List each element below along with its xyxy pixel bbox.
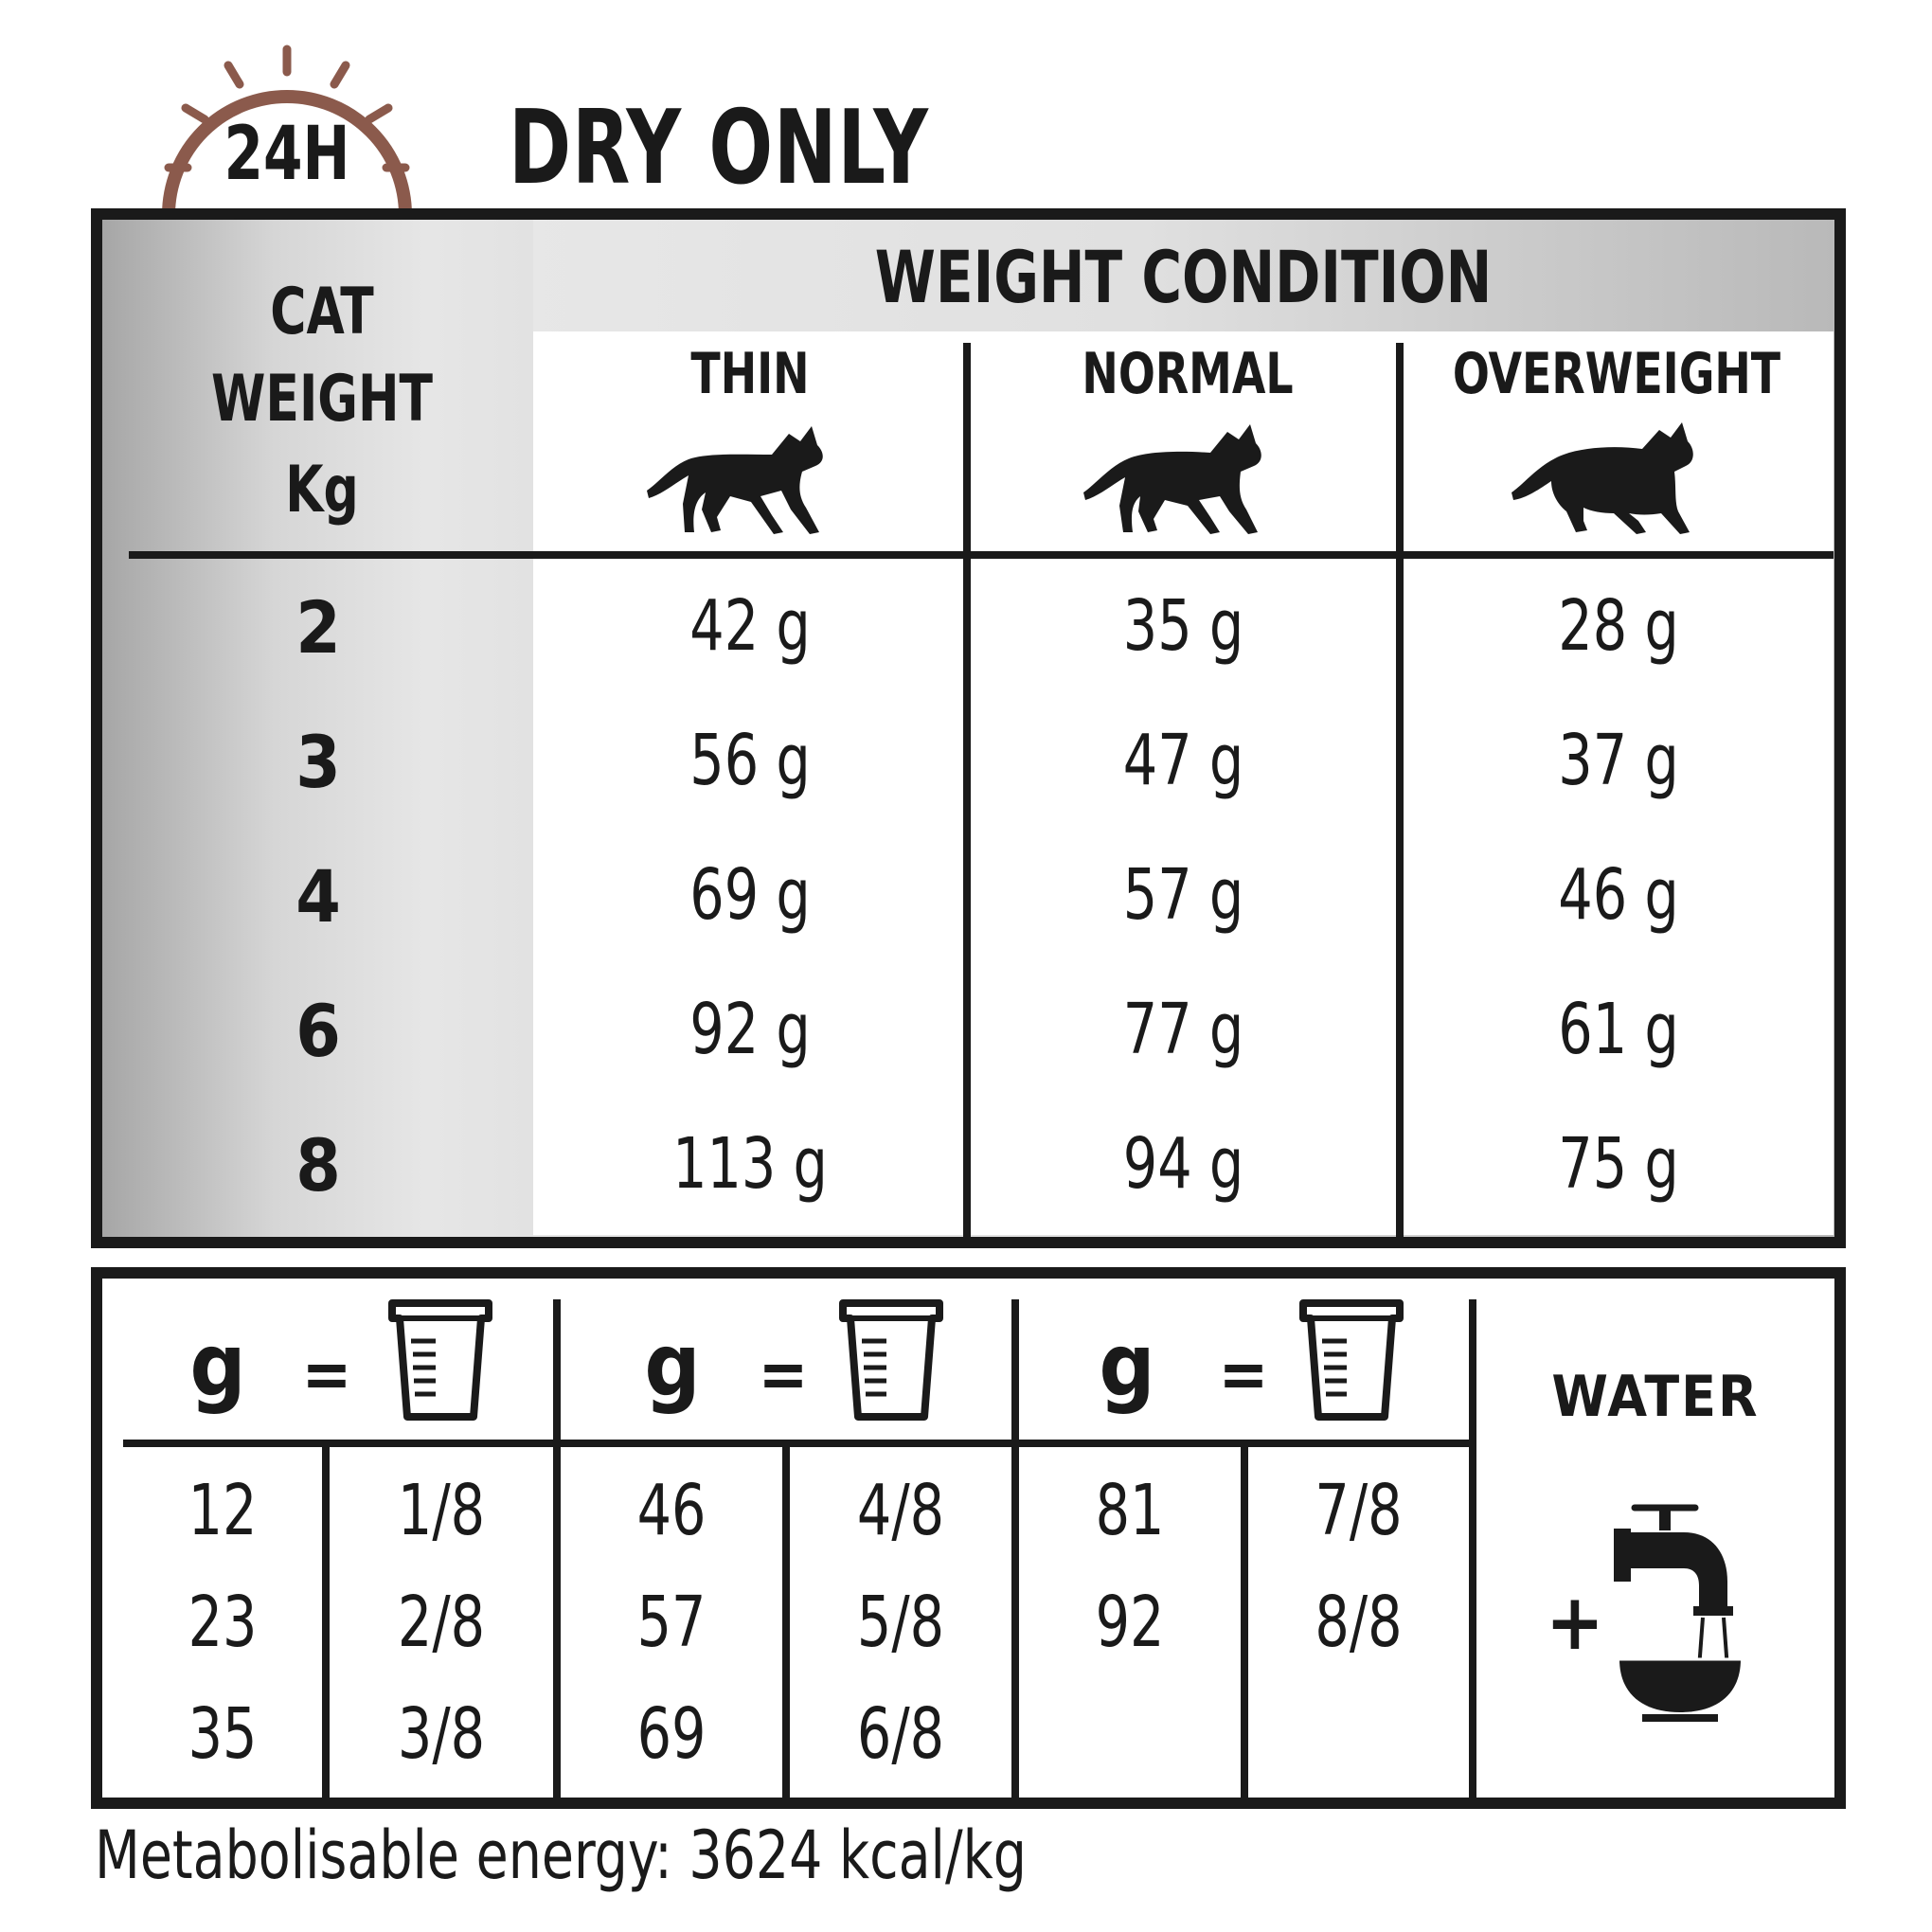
measuring-cup-icon	[839, 1299, 943, 1422]
cup-fraction: 3/8	[397, 1693, 486, 1775]
grams-value: 23	[188, 1582, 258, 1663]
measuring-cup-icon	[1299, 1299, 1404, 1422]
column-header-normal: NORMAL	[1082, 341, 1294, 407]
pair-divider-2	[782, 1443, 790, 1798]
water-tap-bowl-icon	[1601, 1500, 1752, 1727]
weight-header-line-1: CAT	[270, 275, 374, 349]
normal-value: 57 g	[1122, 854, 1244, 936]
normal-cat-icon	[1078, 417, 1277, 540]
normal-value: 94 g	[1122, 1123, 1244, 1205]
thin-value: 42 g	[689, 585, 811, 667]
cup-fraction: 6/8	[856, 1693, 945, 1775]
page-title: DRY ONLY	[509, 89, 929, 207]
metabolisable-energy-note: Metabolisable energy: 3624 kcal/kg	[95, 1816, 1027, 1894]
overweight-value: 75 g	[1558, 1123, 1679, 1205]
grams-value: 46	[636, 1470, 707, 1551]
thin-value: 69 g	[689, 854, 811, 936]
pair-divider-1	[322, 1443, 330, 1798]
kg-value: 4	[295, 854, 341, 939]
header-divider	[129, 551, 1834, 559]
grams-value: 57	[636, 1582, 707, 1663]
overweight-value: 46 g	[1558, 854, 1679, 936]
cup-fraction: 1/8	[397, 1470, 486, 1551]
overweight-value: 61 g	[1558, 989, 1679, 1070]
clock-label: 24H	[224, 112, 350, 197]
grams-value: 92	[1095, 1582, 1165, 1663]
water-label: WATER	[1551, 1364, 1760, 1430]
grams-value: 12	[188, 1470, 258, 1551]
cup-fraction: 7/8	[1315, 1470, 1403, 1551]
group-divider-3	[1469, 1299, 1476, 1798]
thin-value: 113 g	[672, 1123, 828, 1205]
weight-header-line-3: Kg	[285, 453, 359, 528]
measuring-cup-icon	[388, 1299, 492, 1422]
kg-value: 2	[295, 585, 341, 670]
weight-header-line-2: WEIGHT	[211, 362, 433, 437]
cup-fraction: 5/8	[856, 1582, 945, 1663]
grams-value: 69	[636, 1693, 707, 1775]
equals-sign: =	[1218, 1335, 1269, 1413]
grams-value: 81	[1095, 1470, 1165, 1551]
pair-divider-3	[1241, 1443, 1248, 1798]
grams-value: 35	[188, 1693, 258, 1775]
overweight-cat-icon	[1508, 417, 1707, 540]
normal-value: 35 g	[1122, 585, 1244, 667]
grams-label: g	[1099, 1315, 1155, 1416]
grams-label: g	[189, 1315, 246, 1416]
group-divider-2	[1011, 1299, 1019, 1798]
kg-value: 3	[295, 720, 341, 804]
overweight-value: 28 g	[1558, 585, 1679, 667]
condition-header: WEIGHT CONDITION	[874, 235, 1493, 319]
cup-fraction: 8/8	[1315, 1582, 1403, 1663]
column-header-thin: THIN	[690, 341, 810, 407]
normal-value: 47 g	[1122, 720, 1244, 801]
grams-label: g	[644, 1315, 701, 1416]
plus-sign: +	[1546, 1578, 1604, 1668]
column-divider-1	[963, 343, 971, 1237]
overweight-value: 37 g	[1558, 720, 1679, 801]
thin-value: 92 g	[689, 989, 811, 1070]
thin-value: 56 g	[689, 720, 811, 801]
normal-value: 77 g	[1122, 989, 1244, 1070]
column-divider-2	[1396, 343, 1404, 1237]
thin-cat-icon	[639, 417, 838, 540]
cup-fraction: 2/8	[397, 1582, 486, 1663]
column-header-overweight: OVERWEIGHT	[1452, 341, 1781, 407]
kg-value: 8	[295, 1123, 341, 1208]
equals-sign: =	[758, 1335, 809, 1413]
group-divider-1	[553, 1299, 561, 1798]
cup-fraction: 4/8	[856, 1470, 945, 1551]
kg-value: 6	[295, 989, 341, 1073]
equals-sign: =	[301, 1335, 352, 1413]
